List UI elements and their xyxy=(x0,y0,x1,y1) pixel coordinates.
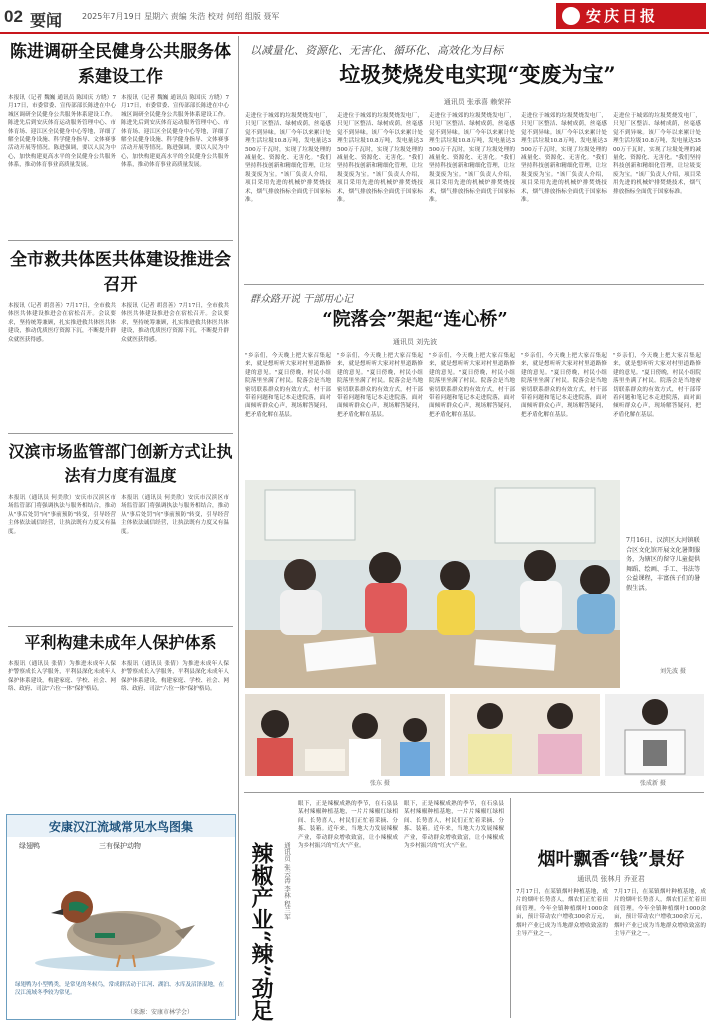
article-title-minors: 平利构建未成年人保护体系 xyxy=(24,633,217,652)
tobacco-body-col1: 7月17日，在某镇烟叶种植基地，成片的烟叶长势喜人，烟农们正忙着田间管理。今年全镇种植烟叶1000余亩，预计带动农户增收300余万元，烟叶产业已成为当地群众增收致富的主导产业之一。 xyxy=(516,889,608,938)
article-title-medical: 全市救共体医共体建设推进会召开 xyxy=(10,250,231,295)
article-body-market-a: 本报讯（通讯员 何美欣）安庆市汉滨区市场监管部门将强调执法与服务相结合，推动从"事后处罚"向"事前预防"转变，引导经营主体依法诚信经营，让执法既有力度又有温度。 xyxy=(8,495,116,535)
column-body-col4: "乡亲们，今天晚上把大家召集起来，就是想听听大家对村里道路修建的意见。"夏日傍晚，村民小组院落里坐满了村民。院落会是当地密切联系群众的有效方式，村干部带着问题和笔记本走进院落，面对面倾听群众心声，现场解答疑问，把矛盾化解在基层。 xyxy=(521,353,607,418)
feature-title: 垃圾焚烧发电实现“变废为宝” xyxy=(339,62,616,87)
teacher-shirt xyxy=(257,738,293,776)
small-photo-credit-left: 张东 摄 xyxy=(370,780,390,787)
tobacco-byline: 通讯员 张林月 乔亚君 xyxy=(577,875,645,883)
article-title-chen-jin: 陈进调研全民健身公共服务体系建设工作 xyxy=(10,42,231,87)
craft-paper xyxy=(305,749,345,771)
craft-scene-middle xyxy=(450,694,600,776)
feature-body-col4: 走进位于城郊的垃圾焚烧发电厂，只见厂区整洁、绿树成荫，丝毫感觉不到异味。该厂今年以来累计处理生活垃圾10.8万吨，发电量达3500万千瓦时，实现了垃圾处理的减量化、资源化、无害化。"我们坚持科技创新和精细化管理，让垃圾变废为宝。"该厂负责人介绍，项目采用先进的机械炉排焚烧技术，烟气排放指标全面优于国家标准。 xyxy=(521,113,607,204)
column-body-col1: "乡亲们，今天晚上把大家召集起来，就是想听听大家对村里道路修建的意见。"夏日傍晚，村民小组院落里坐满了村民。院落会是当地密切联系群众的有效方式，村干部带着问题和笔记本走进院落，面对面倾听群众心声，现场解答疑问，把矛盾化解在基层。 xyxy=(245,353,331,418)
window xyxy=(495,488,595,543)
column-body-col5: "乡亲们，今天晚上把大家召集起来，就是想听听大家对村里道路修建的意见。"夏日傍晚，村民小组院落里坐满了村民。院落会是当地密切联系群众的有效方式，村干部带着问题和笔记本走进院落，面对面倾听群众心声，现场解答疑问，把矛盾化解在基层。 xyxy=(613,353,701,418)
column-divider xyxy=(510,798,511,1018)
child-head xyxy=(477,703,503,729)
header-rule xyxy=(0,32,709,34)
article-body-medical-a: 本报讯（记者 胡喜善）7月17日，全市救共体医共体建设推进会在宿松召开。会议要求，坚持统筹兼顾，扎实推进救共体医共体建设，推动优质医疗资源下沉，不断提升群众就医获得感。 xyxy=(8,303,116,343)
divider xyxy=(244,284,704,285)
column-byline: 通讯员 刘先波 xyxy=(392,338,438,346)
teal-duck-illustration xyxy=(25,855,217,975)
child-head xyxy=(284,559,316,591)
green-wing-speculum xyxy=(95,933,115,938)
article-body-chen-jin-a: 本报讯（记者 魏巍 通讯员 陈国庆 方晓）7月17日，市委常委、宣传部部长陈进在中心城区调研全民健身公共服务体系建设工作。陈进先后到安庆体育运动服务管理中心、市体育场、迎江区全民健身中心等地，详细了解全民健身设施、科学健身指导、文体赛事活动开展等情况。陈进强调，要以人民为中心，加快构建更高水平的全民健身公共服务体系，推动体育事业高质量发展。 xyxy=(8,95,116,169)
divider xyxy=(8,240,233,241)
chili-byline: 通讯员 张云涛 李林 程兰军 xyxy=(283,842,291,920)
article-body-chen-jin-b: 本报讯（记者 魏巍 通讯员 陈国庆 方晓）7月17日，市委常委、宣传部部长陈进在中心城区调研全民健身公共服务体系建设工作。陈进先后到安庆体育运动服务管理中心、市体育场、迎江区全民健身中心等地，详细了解全民健身设施、科学健身指导、文体赛事活动开展等情况。陈进强调，要以人民为中心，加快构建更高水平的全民健身公共服务体系，推动体育事业高质量发展。 xyxy=(121,95,229,169)
logo-emblem-icon xyxy=(562,7,580,25)
article-body-minors-b: 本报讯（通讯员 张倩）为推进未成年人保护警察成长入学服务，平利县深化未成年人保护体系建设，构建家庭、学校、社会、网络、政府、司法"六位一体"保护格局。 xyxy=(121,661,229,693)
child-shirt xyxy=(520,581,562,633)
gallery-title: 安康汉江流域常见水鸟图集 xyxy=(48,820,193,834)
article-title-market: 汉滨市场监管部门创新方式让执法有力度有温度 xyxy=(8,442,233,485)
bird-gallery-box xyxy=(6,814,236,1020)
classroom-scene xyxy=(245,480,620,688)
column-body-col2: "乡亲们，今天晚上把大家召集起来，就是想听听大家对村里道路修建的意见。"夏日傍晚，村民小组院落里坐满了村民。院落会是当地密切联系群众的有效方式，村干部带着问题和笔记本走进院落，面对面倾听群众心声，现场解答疑问，把矛盾化解在基层。 xyxy=(337,353,423,418)
child-head xyxy=(403,718,427,742)
craft-scene-left xyxy=(245,694,445,776)
child-head xyxy=(352,713,378,739)
tobacco-title: 烟叶飘香“钱”景好 xyxy=(537,849,685,870)
child-shirt xyxy=(437,590,475,635)
ink-pattern xyxy=(643,740,667,766)
child-head xyxy=(642,699,668,725)
column-kicker: 群众路开说 干部用心记 xyxy=(250,294,354,305)
duck-bill xyxy=(51,909,63,915)
divider xyxy=(8,433,233,434)
column-body-col3: "乡亲们，今天晚上把大家召集起来，就是想听听大家对村里道路修建的意见。"夏日傍晚，村民小组院落里坐满了村民。院落会是当地密切联系群众的有效方式，村干部带着问题和笔记本走进院落，面对面倾听群众心声，现场解答疑问，把矛盾化解在基层。 xyxy=(429,353,515,418)
gallery-caption: 绿翅鸭为小型鸭类，是常见的冬候鸟，常成群活动于江河、湖泊、水库及沼泽湿地，在汉江流域冬季较为常见。 xyxy=(15,982,225,996)
divider xyxy=(244,792,704,793)
craft-photo-middle xyxy=(450,694,600,776)
column-divider xyxy=(238,36,239,1016)
main-photo-caption: 7月16日，汉滨区大河镇联合区文化馆开展文化暑期服务，为辖区的留守儿童提供舞蹈、绘画、手工、书法等公益课程，丰富孩子们的暑假生活。 xyxy=(626,537,701,592)
flower-artwork xyxy=(468,734,512,774)
child-shirt xyxy=(349,739,381,776)
tobacco-body-col2: 7月17日，在某镇烟叶种植基地，成片的烟叶长势喜人，烟农们正忙着田间管理。今年全镇种植烟叶1000余亩，预计带动农户增收300余万元，烟叶产业已成为当地群众增收致富的主导产业之一。 xyxy=(614,889,706,938)
teacher-head xyxy=(261,710,289,738)
feature-body-col5: 走进位于城郊的垃圾焚烧发电厂，只见厂区整洁、绿树成荫，丝毫感觉不到异味。该厂今年以来累计处理生活垃圾10.8万吨，发电量达3500万千瓦时，实现了垃圾处理的减量化、资源化、无害化。"我们坚持科技创新和精细化管理，让垃圾变废为宝。"该厂负责人介绍，项目采用先进的机械炉排焚烧技术，烟气排放指标全面优于国家标准。 xyxy=(613,113,701,195)
chili-body-col2: 眼下，正是辣椒成熟的季节，在石泉县某村辣椒种植基地，一片片辣椒红绿相间、长势喜人，村民们正忙着采摘、分拣、装箱。近年来，当地大力发展辣椒产业，带动群众增收致富，让小辣椒成为乡村振兴的"红火"产业。 xyxy=(404,801,504,850)
feature-body-col1: 走进位于城郊的垃圾焚烧发电厂，只见厂区整洁、绿树成荫，丝毫感觉不到异味。该厂今年以来累计处理生活垃圾10.8万吨，发电量达3500万千瓦时，实现了垃圾处理的减量化、资源化、无害化。"我们坚持科技创新和精细化管理，让垃圾变废为宝。"该厂负责人介绍，项目采用先进的机械炉排焚烧技术，烟气排放指标全面优于国家标准。 xyxy=(245,113,331,204)
child-head xyxy=(440,561,470,591)
chili-title: 辣椒产业“辣”劲足 xyxy=(248,842,274,1022)
divider xyxy=(8,626,233,627)
artwork-scene-right xyxy=(605,694,704,776)
gallery-species: 绿翅鸭 xyxy=(19,842,40,850)
child-head xyxy=(547,703,573,729)
child-shirt xyxy=(577,594,615,634)
article-body-market-b: 本报讯（通讯员 何美欣）安庆市汉滨区市场监管部门将强调执法与服务相结合，推动从"事后处罚"向"事前预防"转变，引导经营主体依法诚信经营，让执法既有力度又有温度。 xyxy=(121,495,229,535)
window xyxy=(265,490,355,540)
feature-body-col3: 走进位于城郊的垃圾焚烧发电厂，只见厂区整洁、绿树成荫，丝毫感觉不到异味。该厂今年以来累计处理生活垃圾10.8万吨，发电量达3500万千瓦时，实现了垃圾处理的减量化、资源化、无害化。"我们坚持科技创新和精细化管理，让垃圾变废为宝。"该厂负责人介绍，项目采用先进的机械炉排焚烧技术，烟气排放指标全面优于国家标准。 xyxy=(429,113,515,204)
feature-byline: 通讯员 张承喜 赖荣祥 xyxy=(443,98,512,106)
feature-kicker: 以减量化、资源化、无害化、循环化、高效化为目标 xyxy=(250,44,503,57)
child-head xyxy=(524,550,556,582)
page-header xyxy=(0,0,709,34)
child-head xyxy=(580,565,610,595)
section-name: 要闻 xyxy=(30,11,63,30)
page-number: 02 xyxy=(4,7,23,26)
gallery-source: （来源：安康市林学会） xyxy=(127,1009,194,1016)
drawing-paper xyxy=(474,639,556,671)
child-head xyxy=(369,552,401,584)
column-title: “院落会”架起“连心桥” xyxy=(322,309,508,330)
newspaper-logo xyxy=(556,3,706,29)
classroom-main-photo xyxy=(245,480,620,688)
flower-artwork xyxy=(538,734,582,774)
child-shirt xyxy=(280,590,322,635)
article-body-minors-a: 本报讯（通讯员 张倩）为推进未成年人保护警察成长入学服务，平利县深化未成年人保护体系建设，构建家庭、学校、社会、网络、政府、司法"六位一体"保护格局。 xyxy=(8,661,116,693)
editor-info: 2025年7月19日 星期六 责编 朱浩 校对 何绍 组版 聂军 xyxy=(82,12,280,21)
article-body-medical-b: 本报讯（记者 胡喜善）7月17日，全市救共体医共体建设推进会在宿松召开。会议要求，坚持统筹兼顾，扎实推进救共体医共体建设，推动优质医疗资源下沉，不断提升群众就医获得感。 xyxy=(121,303,229,343)
main-photo-credit: 刘先波 摄 xyxy=(660,668,686,675)
gallery-protection: 三有保护动物 xyxy=(99,842,141,850)
desk-row xyxy=(245,630,620,688)
feature-body-col2: 走进位于城郊的垃圾焚烧发电厂，只见厂区整洁、绿树成荫，丝毫感觉不到异味。该厂今年以来累计处理生活垃圾10.8万吨，发电量达3500万千瓦时，实现了垃圾处理的减量化、资源化、无害化。"我们坚持科技创新和精细化管理，让垃圾变废为宝。"该厂负责人介绍，项目采用先进的机械炉排焚烧技术，烟气排放指标全面优于国家标准。 xyxy=(337,113,423,204)
child-shirt xyxy=(400,742,430,776)
small-photo-credit-right: 张成新 摄 xyxy=(640,780,666,787)
chili-body-col1: 眼下，正是辣椒成熟的季节，在石泉县某村辣椒种植基地，一片片辣椒红绿相间、长势喜人，村民们正忙着采摘、分拣、装箱。近年来，当地大力发展辣椒产业，带动群众增收致富，让小辣椒成为乡村振兴的"红火"产业。 xyxy=(298,801,398,850)
logo-text: 安庆日报 xyxy=(586,7,659,25)
child-shirt xyxy=(365,583,407,633)
artwork-photo-right xyxy=(605,694,704,776)
craft-photo-left xyxy=(245,694,445,776)
